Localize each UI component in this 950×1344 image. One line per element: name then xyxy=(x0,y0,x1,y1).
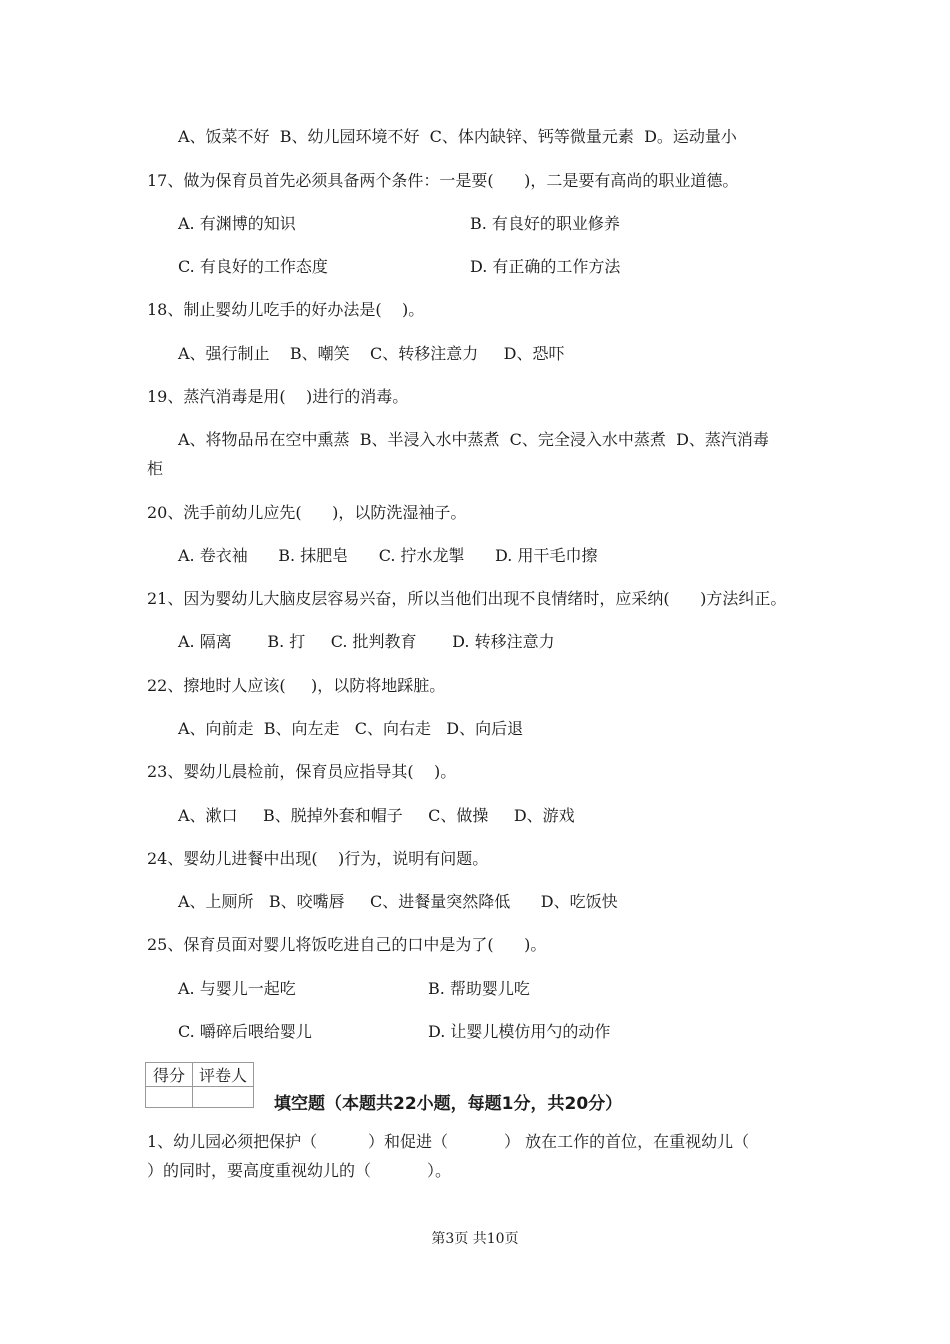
q19-stem: 19、蒸汽消毒是用( )进行的消毒。 xyxy=(147,387,409,406)
q24-options: A、上厕所 B、咬嘴唇 C、进餐量突然降低 D、吃饭快 xyxy=(178,892,618,911)
score-label: 得分 xyxy=(146,1063,193,1087)
q22-options: A、向前走 B、向左走 C、向右走 D、向后退 xyxy=(178,719,524,738)
q18-options: A、强行制止 B、嘲笑 C、转移注意力 D、恐吓 xyxy=(178,344,565,363)
q17-option-b: B. 有良好的职业修养 xyxy=(470,214,620,233)
fill1-line2: ）的同时，要高度重视幼儿的（ ）。 xyxy=(147,1161,451,1180)
q20-options: A. 卷衣袖 B. 抹肥皂 C. 拧水龙掣 D. 用干毛巾擦 xyxy=(178,546,598,565)
q22-stem: 22、擦地时人应该( )，以防将地踩脏。 xyxy=(147,676,446,695)
score-cell xyxy=(146,1087,193,1108)
q18-stem: 18、制止婴幼儿吃手的好办法是( )。 xyxy=(147,300,425,319)
q25-stem: 25、保育员面对婴儿将饭吃进自己的口中是为了( )。 xyxy=(147,935,547,954)
q17-option-c: C. 有良好的工作态度 xyxy=(178,257,328,276)
q25-option-b: B. 帮助婴儿吃 xyxy=(428,979,530,998)
q20-stem: 20、洗手前幼儿应先( )，以防洗湿袖子。 xyxy=(147,503,467,522)
q25-option-a: A. 与婴儿一起吃 xyxy=(178,979,296,998)
q21-stem: 21、因为婴幼儿大脑皮层容易兴奋，所以当他们出现不良情绪时，应采纳( )方法纠正。 xyxy=(147,589,787,608)
q25-option-c: C. 嚼碎后喂给婴儿 xyxy=(178,1022,312,1041)
score-table xyxy=(145,1062,254,1108)
q24-stem: 24、婴幼儿进餐中出现( )行为，说明有问题。 xyxy=(147,849,489,868)
grader-label: 评卷人 xyxy=(193,1063,254,1087)
q21-options: A. 隔离 B. 打 C. 批判教育 D. 转移注意力 xyxy=(178,632,555,651)
q23-options: A、漱口 B、脱掉外套和帽子 C、做操 D、游戏 xyxy=(178,806,575,825)
q19-options-continued: 柜 xyxy=(147,459,164,478)
q17-stem: 17、做为保育员首先必须具备两个条件：一是要( )，二是要有高尚的职业道德。 xyxy=(147,171,739,190)
grader-cell xyxy=(193,1087,254,1108)
q25-option-d: D. 让婴儿模仿用勺的动作 xyxy=(428,1022,611,1041)
q16-options: A、饭菜不好 B、幼儿园环境不好 C、体内缺锌、钙等微量元素 D。运动量小 xyxy=(178,127,737,146)
q23-stem: 23、婴幼儿晨检前，保育员应指导其( )。 xyxy=(147,762,457,781)
q17-option-d: D. 有正确的工作方法 xyxy=(470,257,621,276)
fill1-line1: 1、幼儿园必须把保护（ ）和促进（ ） 放在工作的首位，在重视幼儿（ xyxy=(147,1132,750,1151)
q19-options: A、将物品吊在空中熏蒸 B、半浸入水中蒸煮 C、完全浸入水中蒸煮 D、蒸汽消毒 xyxy=(178,430,769,449)
page-footer: 第3页 共10页 xyxy=(431,1231,519,1247)
section-title: 填空题（本题共22小题，每题1分，共20分） xyxy=(274,1094,623,1114)
q17-option-a: A. 有渊博的知识 xyxy=(178,214,296,233)
